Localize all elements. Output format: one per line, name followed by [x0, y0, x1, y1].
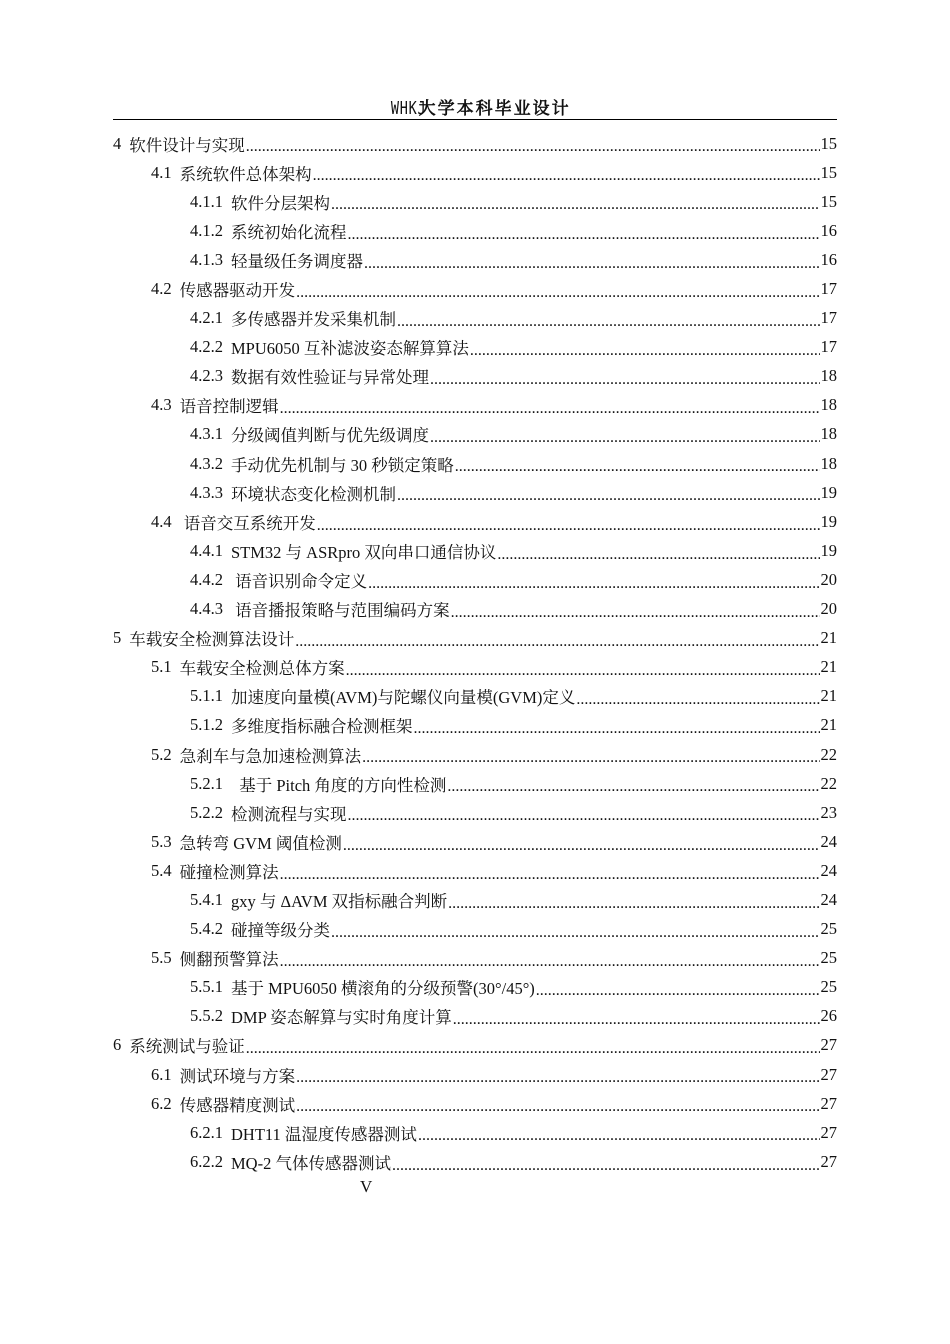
- toc-entry-number: 5.5.2: [190, 1006, 223, 1026]
- toc-entry[interactable]: [113, 333, 837, 362]
- toc-leader-dots: [296, 1096, 819, 1113]
- toc-entry-page: 21: [820, 657, 837, 677]
- toc-entry-number: 5.2.2: [190, 802, 223, 822]
- toc-entry-number: 4.3.2: [190, 453, 223, 473]
- toc-entry-title: 加速度向量模(AVM)与陀螺仪向量模(GVM)定义: [231, 688, 576, 708]
- toc-entry-title: DMP 姿态解算与实时角度计算: [231, 1008, 452, 1028]
- toc-leader-dots: [451, 602, 820, 619]
- toc-entry[interactable]: [113, 478, 837, 507]
- toc-entry-page: 19: [820, 540, 837, 560]
- toc-entry-number: 4.1.2: [190, 220, 223, 240]
- toc-entry-title: 传感器精度测试: [179, 1095, 296, 1115]
- page-header: [113, 94, 837, 120]
- toc-entry-number: 4.2: [151, 279, 172, 299]
- toc-leader-dots: [453, 1009, 820, 1026]
- toc-entry[interactable]: [113, 1147, 837, 1176]
- toc-entry-number: 6.1: [151, 1064, 172, 1084]
- toc-entry-title: 分级阈值判断与优先级调度: [231, 426, 429, 446]
- toc-leader-dots: [348, 224, 820, 241]
- toc-entry-title: 语音播报策略与范围编码方案: [231, 601, 450, 621]
- toc-leader-dots: [246, 1038, 820, 1055]
- toc-entry-number: 4.4.1: [190, 540, 223, 560]
- table-of-contents: [113, 129, 837, 1176]
- toc-entry-title: 系统初始化流程: [231, 222, 347, 242]
- toc-leader-dots: [455, 456, 820, 473]
- toc-leader-dots: [317, 515, 820, 532]
- toc-entry[interactable]: [113, 624, 837, 653]
- toc-entry[interactable]: [113, 129, 837, 158]
- toc-entry[interactable]: [113, 1118, 837, 1147]
- toc-entry-number: 5.4.2: [190, 919, 223, 939]
- toc-entry-page: 22: [820, 773, 837, 793]
- toc-entry-page: 27: [820, 1151, 837, 1171]
- toc-leader-dots: [280, 398, 820, 415]
- toc-leader-dots: [331, 194, 820, 211]
- toc-entry-page: 18: [820, 395, 837, 415]
- toc-entry-page: 27: [820, 1122, 837, 1142]
- toc-entry-number: 5.1: [151, 657, 172, 677]
- header-school: WHKJ: [391, 98, 427, 119]
- toc-entry[interactable]: [113, 827, 837, 856]
- toc-entry[interactable]: [113, 915, 837, 944]
- toc-entry-title: 手动优先机制与 30 秒锁定策略: [231, 455, 454, 475]
- toc-entry-title: 系统软件总体架构: [179, 164, 312, 184]
- toc-entry-title: 车载安全检测总体方案: [179, 659, 345, 679]
- toc-entry[interactable]: [113, 216, 837, 245]
- toc-entry-number: 4.3.1: [190, 424, 223, 444]
- toc-leader-dots: [280, 951, 820, 968]
- header-rule: [113, 119, 837, 120]
- toc-entry-title: 语音交互系统开发: [179, 513, 316, 533]
- toc-entry-title: 急刹车与急加速检测算法: [179, 746, 362, 766]
- toc-entry-page: 24: [820, 831, 837, 851]
- toc-entry-number: 4.2.2: [190, 337, 223, 357]
- toc-leader-dots: [331, 922, 820, 939]
- toc-entry-page: 19: [820, 511, 837, 531]
- toc-entry[interactable]: [113, 1002, 837, 1031]
- toc-entry[interactable]: [113, 158, 837, 187]
- toc-entry-number: 5.1.1: [190, 686, 223, 706]
- toc-entry[interactable]: [113, 1060, 837, 1089]
- toc-entry-number: 5.2.1: [190, 773, 223, 793]
- toc-entry-number: 6.2.2: [190, 1151, 223, 1171]
- toc-entry-page: 23: [820, 802, 837, 822]
- toc-entry-page: 21: [820, 686, 837, 706]
- toc-entry[interactable]: [113, 856, 837, 885]
- toc-entry-title: 语音识别命令定义: [231, 571, 368, 591]
- toc-leader-dots: [470, 340, 820, 357]
- toc-entry-title: 系统测试与验证: [129, 1037, 245, 1057]
- toc-entry-page: 24: [820, 889, 837, 909]
- toc-entry-title: 环境状态变化检测机制: [231, 484, 396, 504]
- toc-leader-dots: [447, 776, 819, 793]
- toc-entry[interactable]: [113, 362, 837, 391]
- toc-entry-page: 25: [820, 948, 837, 968]
- toc-entry-title: 基于 MPU6050 横滚角的分级预警(30°/45°): [231, 979, 535, 999]
- toc-entry[interactable]: [113, 245, 837, 274]
- toc-entry-title: 碰撞检测算法: [179, 862, 279, 882]
- toc-entry-page: 25: [820, 977, 837, 997]
- toc-entry[interactable]: [113, 274, 837, 303]
- toc-leader-dots: [296, 1067, 819, 1084]
- toc-entry-page: 24: [820, 860, 837, 880]
- toc-entry-number: 4.2.3: [190, 366, 223, 386]
- toc-entry-page: 20: [820, 569, 837, 589]
- toc-leader-dots: [343, 835, 820, 852]
- toc-entry-title: MQ-2 气体传感器测试: [231, 1153, 391, 1173]
- toc-leader-dots: [536, 980, 820, 997]
- toc-leader-dots: [392, 1155, 820, 1172]
- toc-entry-number: 4.2.1: [190, 308, 223, 328]
- toc-leader-dots: [346, 660, 820, 677]
- toc-entry[interactable]: [113, 798, 837, 827]
- toc-leader-dots: [296, 282, 819, 299]
- toc-entry-number: 5: [113, 628, 122, 648]
- toc-entry-page: 27: [820, 1093, 837, 1113]
- toc-entry[interactable]: [113, 391, 837, 420]
- toc-entry-title: 传感器驱动开发: [179, 281, 296, 301]
- toc-entry-title: gxy 与 ΔAVM 双指标融合判断: [231, 891, 448, 911]
- toc-entry-number: 4.4: [151, 511, 172, 531]
- toc-leader-dots: [414, 718, 820, 735]
- toc-leader-dots: [397, 311, 820, 328]
- toc-entry[interactable]: [113, 682, 837, 711]
- toc-entry-page: 25: [820, 919, 837, 939]
- toc-entry-page: 15: [820, 191, 837, 211]
- toc-entry-title: 数据有效性验证与异常处理: [231, 368, 429, 388]
- toc-entry-page: 19: [820, 482, 837, 502]
- toc-entry[interactable]: [113, 565, 837, 594]
- toc-entry-page: 16: [820, 249, 837, 269]
- toc-entry-page: 21: [820, 628, 837, 648]
- toc-entry[interactable]: [113, 711, 837, 740]
- toc-leader-dots: [430, 427, 820, 444]
- toc-leader-dots: [448, 893, 819, 910]
- toc-entry[interactable]: [113, 420, 837, 449]
- toc-entry-number: 4.1.3: [190, 249, 223, 269]
- toc-entry-number: 6.2.1: [190, 1122, 223, 1142]
- toc-entry-page: 16: [820, 220, 837, 240]
- toc-entry-title: 轻量级任务调度器: [231, 251, 363, 271]
- toc-entry-title: 语音控制逻辑: [179, 397, 279, 417]
- toc-entry-page: 17: [820, 308, 837, 328]
- toc-entry-title: 测试环境与方案: [179, 1066, 296, 1086]
- toc-leader-dots: [418, 1125, 820, 1142]
- toc-entry-number: 4.3: [151, 395, 172, 415]
- page-number: V: [360, 1177, 373, 1196]
- toc-entry-title: MPU6050 互补滤波姿态解算算法: [231, 339, 469, 359]
- toc-entry-page: 22: [820, 744, 837, 764]
- toc-entry-title: 软件分层架构: [231, 193, 330, 213]
- toc-entry[interactable]: [113, 740, 837, 769]
- toc-entry-number: 5.5: [151, 948, 172, 968]
- toc-entry-page: 27: [820, 1064, 837, 1084]
- toc-entry[interactable]: [113, 507, 837, 536]
- toc-leader-dots: [348, 805, 820, 822]
- toc-entry[interactable]: [113, 595, 837, 624]
- toc-leader-dots: [364, 253, 820, 270]
- toc-entry[interactable]: [113, 536, 837, 565]
- toc-entry-number: 5.4.1: [190, 889, 223, 909]
- toc-entry-title: DHT11 温湿度传感器测试: [231, 1124, 417, 1144]
- toc-entry-title: 多维度指标融合检测框架: [231, 717, 413, 737]
- toc-entry-page: 15: [820, 162, 837, 182]
- toc-entry-number: 5.5.1: [190, 977, 223, 997]
- toc-entry-number: 5.4: [151, 860, 172, 880]
- toc-entry-page: 27: [820, 1035, 837, 1055]
- toc-leader-dots: [313, 165, 820, 182]
- toc-entry-number: 4.4.3: [190, 599, 223, 619]
- toc-entry-number: 4.3.3: [190, 482, 223, 502]
- toc-entry-number: 4.1: [151, 162, 172, 182]
- toc-leader-dots: [576, 689, 819, 706]
- toc-entry-number: 5.1.2: [190, 715, 223, 735]
- toc-entry[interactable]: [113, 304, 837, 333]
- toc-leader-dots: [280, 864, 820, 881]
- toc-entry-title: 侧翻预警算法: [179, 950, 279, 970]
- toc-entry-page: 17: [820, 279, 837, 299]
- toc-entry-page: 18: [820, 424, 837, 444]
- toc-entry[interactable]: [113, 187, 837, 216]
- toc-entry-number: 4: [113, 133, 122, 153]
- toc-entry-page: 20: [820, 599, 837, 619]
- toc-entry-title: 检测流程与实现: [231, 804, 347, 824]
- toc-entry[interactable]: [113, 653, 837, 682]
- toc-entry-title: 多传感器并发采集机制: [231, 310, 396, 330]
- toc-leader-dots: [497, 544, 819, 561]
- toc-leader-dots: [362, 747, 819, 764]
- toc-entry-number: 5.3: [151, 831, 172, 851]
- toc-entry[interactable]: [113, 1031, 837, 1060]
- toc-leader-dots: [368, 573, 819, 590]
- toc-entry[interactable]: [113, 944, 837, 973]
- toc-entry-number: 4.1.1: [190, 191, 223, 211]
- toc-entry-number: 6.2: [151, 1093, 172, 1113]
- toc-entry-page: 15: [820, 133, 837, 153]
- toc-entry-title: STM32 与 ASRpro 双向串口通信协议: [231, 542, 497, 562]
- toc-leader-dots: [397, 485, 820, 502]
- toc-entry-number: 4.4.2: [190, 569, 223, 589]
- toc-entry-number: 5.2: [151, 744, 172, 764]
- toc-entry-number: 6: [113, 1035, 122, 1055]
- toc-entry-title: 急转弯 GVM 阈值检测: [179, 833, 342, 853]
- toc-entry[interactable]: [113, 885, 837, 914]
- toc-entry[interactable]: [113, 1089, 837, 1118]
- toc-entry[interactable]: [113, 449, 837, 478]
- toc-entry-page: 18: [820, 366, 837, 386]
- toc-entry[interactable]: [113, 769, 837, 798]
- header-title: 大学本科毕业设计: [418, 99, 571, 119]
- toc-entry[interactable]: [113, 973, 837, 1002]
- toc-leader-dots: [295, 631, 819, 648]
- toc-entry-page: 17: [820, 337, 837, 357]
- toc-leader-dots: [246, 136, 820, 153]
- toc-entry-title: 碰撞等级分类: [231, 921, 330, 941]
- toc-entry-page: 26: [820, 1006, 837, 1026]
- toc-entry-page: 21: [820, 715, 837, 735]
- toc-entry-title: 车载安全检测算法设计: [129, 630, 295, 650]
- toc-entry-title: 基于 Pitch 角度的方向性检测: [231, 775, 447, 795]
- toc-entry-page: 18: [820, 453, 837, 473]
- toc-entry-title: 软件设计与实现: [129, 135, 245, 155]
- toc-leader-dots: [430, 369, 820, 386]
